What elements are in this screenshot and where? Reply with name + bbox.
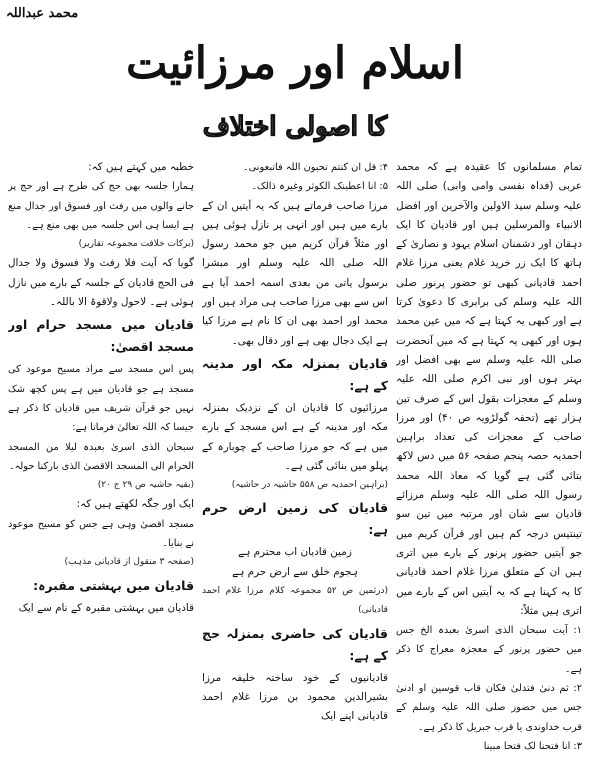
paragraph: خطبہ میں کہتے ہیں کہ: [88, 161, 194, 173]
section-heading: قادیان کی حاضری بمنزلہ حج کے ہے: [202, 625, 388, 663]
reference-note: (بقیہ حاشیہ ص ۲۹ ج ۲۰) [97, 480, 194, 491]
quote-text: ہمارا جلسہ بھی حج کی طرح ہے اور حج پر جانے والوں میں رفث اور فسوق اور جدال منع ہے ایسا ہی اس جلسہ میں بھی منع ہے۔ [8, 181, 194, 231]
verse-line: ہجوم خلق سے ارض حرم ہے [232, 565, 358, 578]
reference-note: (برکات خلافت مجموعہ تقاریر) [78, 239, 194, 250]
paragraph: گویا کہ آیت فلا رفث ولا فسوق ولا جدال فی الحج قادیان کے جلسہ کے بارے میں نازل ہوئی ہے۔ لاحول ولاقوۃ الا باللہ۔ [8, 257, 194, 309]
article-columns [8, 158, 582, 761]
quote-text: پس اس مسجد سے مراد مسیح موعود کی مسجد ہے جو قادیان میں ہے پس کچھ شک نہیں جو قرآن شریف میں قادیان کا ذکر ہے جیسا کہ اللہ تعالیٰ فرماتا ہے: [8, 364, 194, 434]
section-heading: قادیان بمنزلہ مکہ اور مدینہ کے ہے: [202, 355, 388, 393]
paragraph: ایک اور جگہ لکھتے ہیں کہ: [76, 498, 194, 511]
quote-text: سبحان الذی اسریٰ بعبدہ لیلا من المسجد الحرام الی المسجد الاقصیٰ الذی بارکنا حولہ۔ [8, 441, 194, 472]
quote-text: ۱: آیت سبحان الذی اسریٰ بعبدہ الخ جس میں حضور پرنور کے معجزہ معراج کا ذکر ہے۔ [396, 625, 582, 675]
page-title: اسلام اور مرزائیت [126, 38, 464, 89]
author-signature: محمد عبداللہ [6, 6, 79, 21]
quote-text: ۲: ثم دنیٰ فتدلیٰ فکان قاب قوسین او ادنیٰ جس میں حضور صلی اللہ علیہ وسلم کے قرب خداوندی یا قرب جبریل کا ذکر ہے۔ [396, 683, 582, 733]
quote-text: ۵: انا اعطینک الکوثر وغیرہ ذالک۔ [251, 181, 388, 193]
paragraph: قادیان میں بہشتی مقبرہ کے نام سے ایک [18, 601, 194, 614]
column-right [396, 158, 582, 761]
column-middle [202, 158, 388, 761]
reference-note: (براہین احمدیہ ص ۵۵۸ حاشیہ در حاشیہ) [231, 480, 388, 491]
paragraph: قادیانیوں کے خود ساختہ خلیفہ مرزا بشیرالدین محمود بن مرزا غلام احمد قادیانی اپنے ایک [202, 671, 388, 723]
subtitle-wrap [0, 110, 590, 144]
quote-text: ۳: انا فتحنا لک فتحا مبینا [483, 740, 582, 752]
page-subtitle: کا اصولی اختلاف [202, 112, 388, 142]
reference-note: (درثمین ص ۵۲ مجموعہ کلام مرزا غلام احمد قادیانی) [202, 586, 388, 616]
verse-line: زمین قادیان اب محترم ہے [238, 546, 352, 559]
reference-note: (صفحہ ۳ منقول از قادیانی مذہب) [64, 557, 194, 568]
quote-text: مسجد اقصیٰ وہی ہے جس کو مسیح موعود نے بنایا۔ [8, 518, 194, 550]
paragraph: مرزا صاحب فرماتے ہیں کہ یہ آیتیں ان کے بارے میں ہیں اور انہی پر نازل ہوئی ہیں اور مثلاً قرآن کریم میں جو محمد رسول اللہ صلی اللہ علیہ وسلم اور مبشرا برسول یاتی من بعدی اسمہ احمد آیا ہے اس سے بھی مرزا صاحب ہی مراد ہیں اور محمد اور احمد بھی ان کا نام ہے مرزا کیا ہے ایک دجال بھی ہے اور دقال بھی۔ [202, 199, 388, 347]
paragraph: مرزائیوں کا قادیان ان کے نزدیک بمنزلہ مکہ اور مدینہ کے ہے اس مسجد کے بارے میں ہے کہ جو مرزا صاحب کے چوبارہ کے پہلو میں بنائی گئی ہے۔ [202, 401, 388, 472]
section-heading: قادیان میں بہشتی مقبرہ: [33, 577, 194, 593]
section-heading: قادیان کی زمین ارض حرم ہے: [202, 500, 388, 538]
column-left [8, 158, 194, 761]
paragraph: تمام مسلمانوں کا عقیدہ ہے کہ محمد عربی (فداہ نفسی وامی وابی) صلی اللہ علیہ وسلم سید الاولین والآخرین اور افضل الانبیاء والمرسلین ہیں اور قادیان کا ایک دہقان اور دشمنان اسلام یہود و نصاریٰ کے ہاتھ کا ایک زر خرید غلام یعنی مرزا غلام احمد قادیانی کبھی تو حضور پرنور صلی اللہ علیہ وسلم کی برابری کا دعویٰ کرتا ہے اور کبھی یہ کہتا ہے کہ میں عین محمد ہوں اور کبھی یہ کہتا ہے کہ میں آنحضرت صلی اللہ علیہ وسلم سے بھی افضل اور بہتر ہوں اور نبی اکرم صلی اللہ علیہ وسلم کے معجزات بقول اس کے صرف تین ہزار تھے (تحفہ گولڑویہ ص ۴۰) اور مرزا صاحب کے معجزات کی تعداد براہین احمدیہ حصہ پنجم صفحہ ۵۶ میں دس لاکھ بتائی گئی ہے گویا کہ معاذ اللہ محمد رسول اللہ صلی اللہ علیہ وسلم مرزائے قادیان سے شان اور مرتبہ میں تین سو تینتیس درجہ کم ہیں اور قرآن کریم میں جو آیتیں حضور پرنور کے بارے میں اتری ہیں ان کے متعلق مرزا غلام احمد قادیانی کا یہ کہنا ہے کہ یہ آیتیں اس کے بارے میں اتری ہیں مثلاً: [396, 161, 582, 617]
section-heading: قادیان میں مسجد حرام اور مسجد اقصیٰ: [8, 317, 194, 355]
quote-text: ۴: قل ان کنتم تحبون اللہ فاتبعونی۔ [242, 162, 388, 173]
